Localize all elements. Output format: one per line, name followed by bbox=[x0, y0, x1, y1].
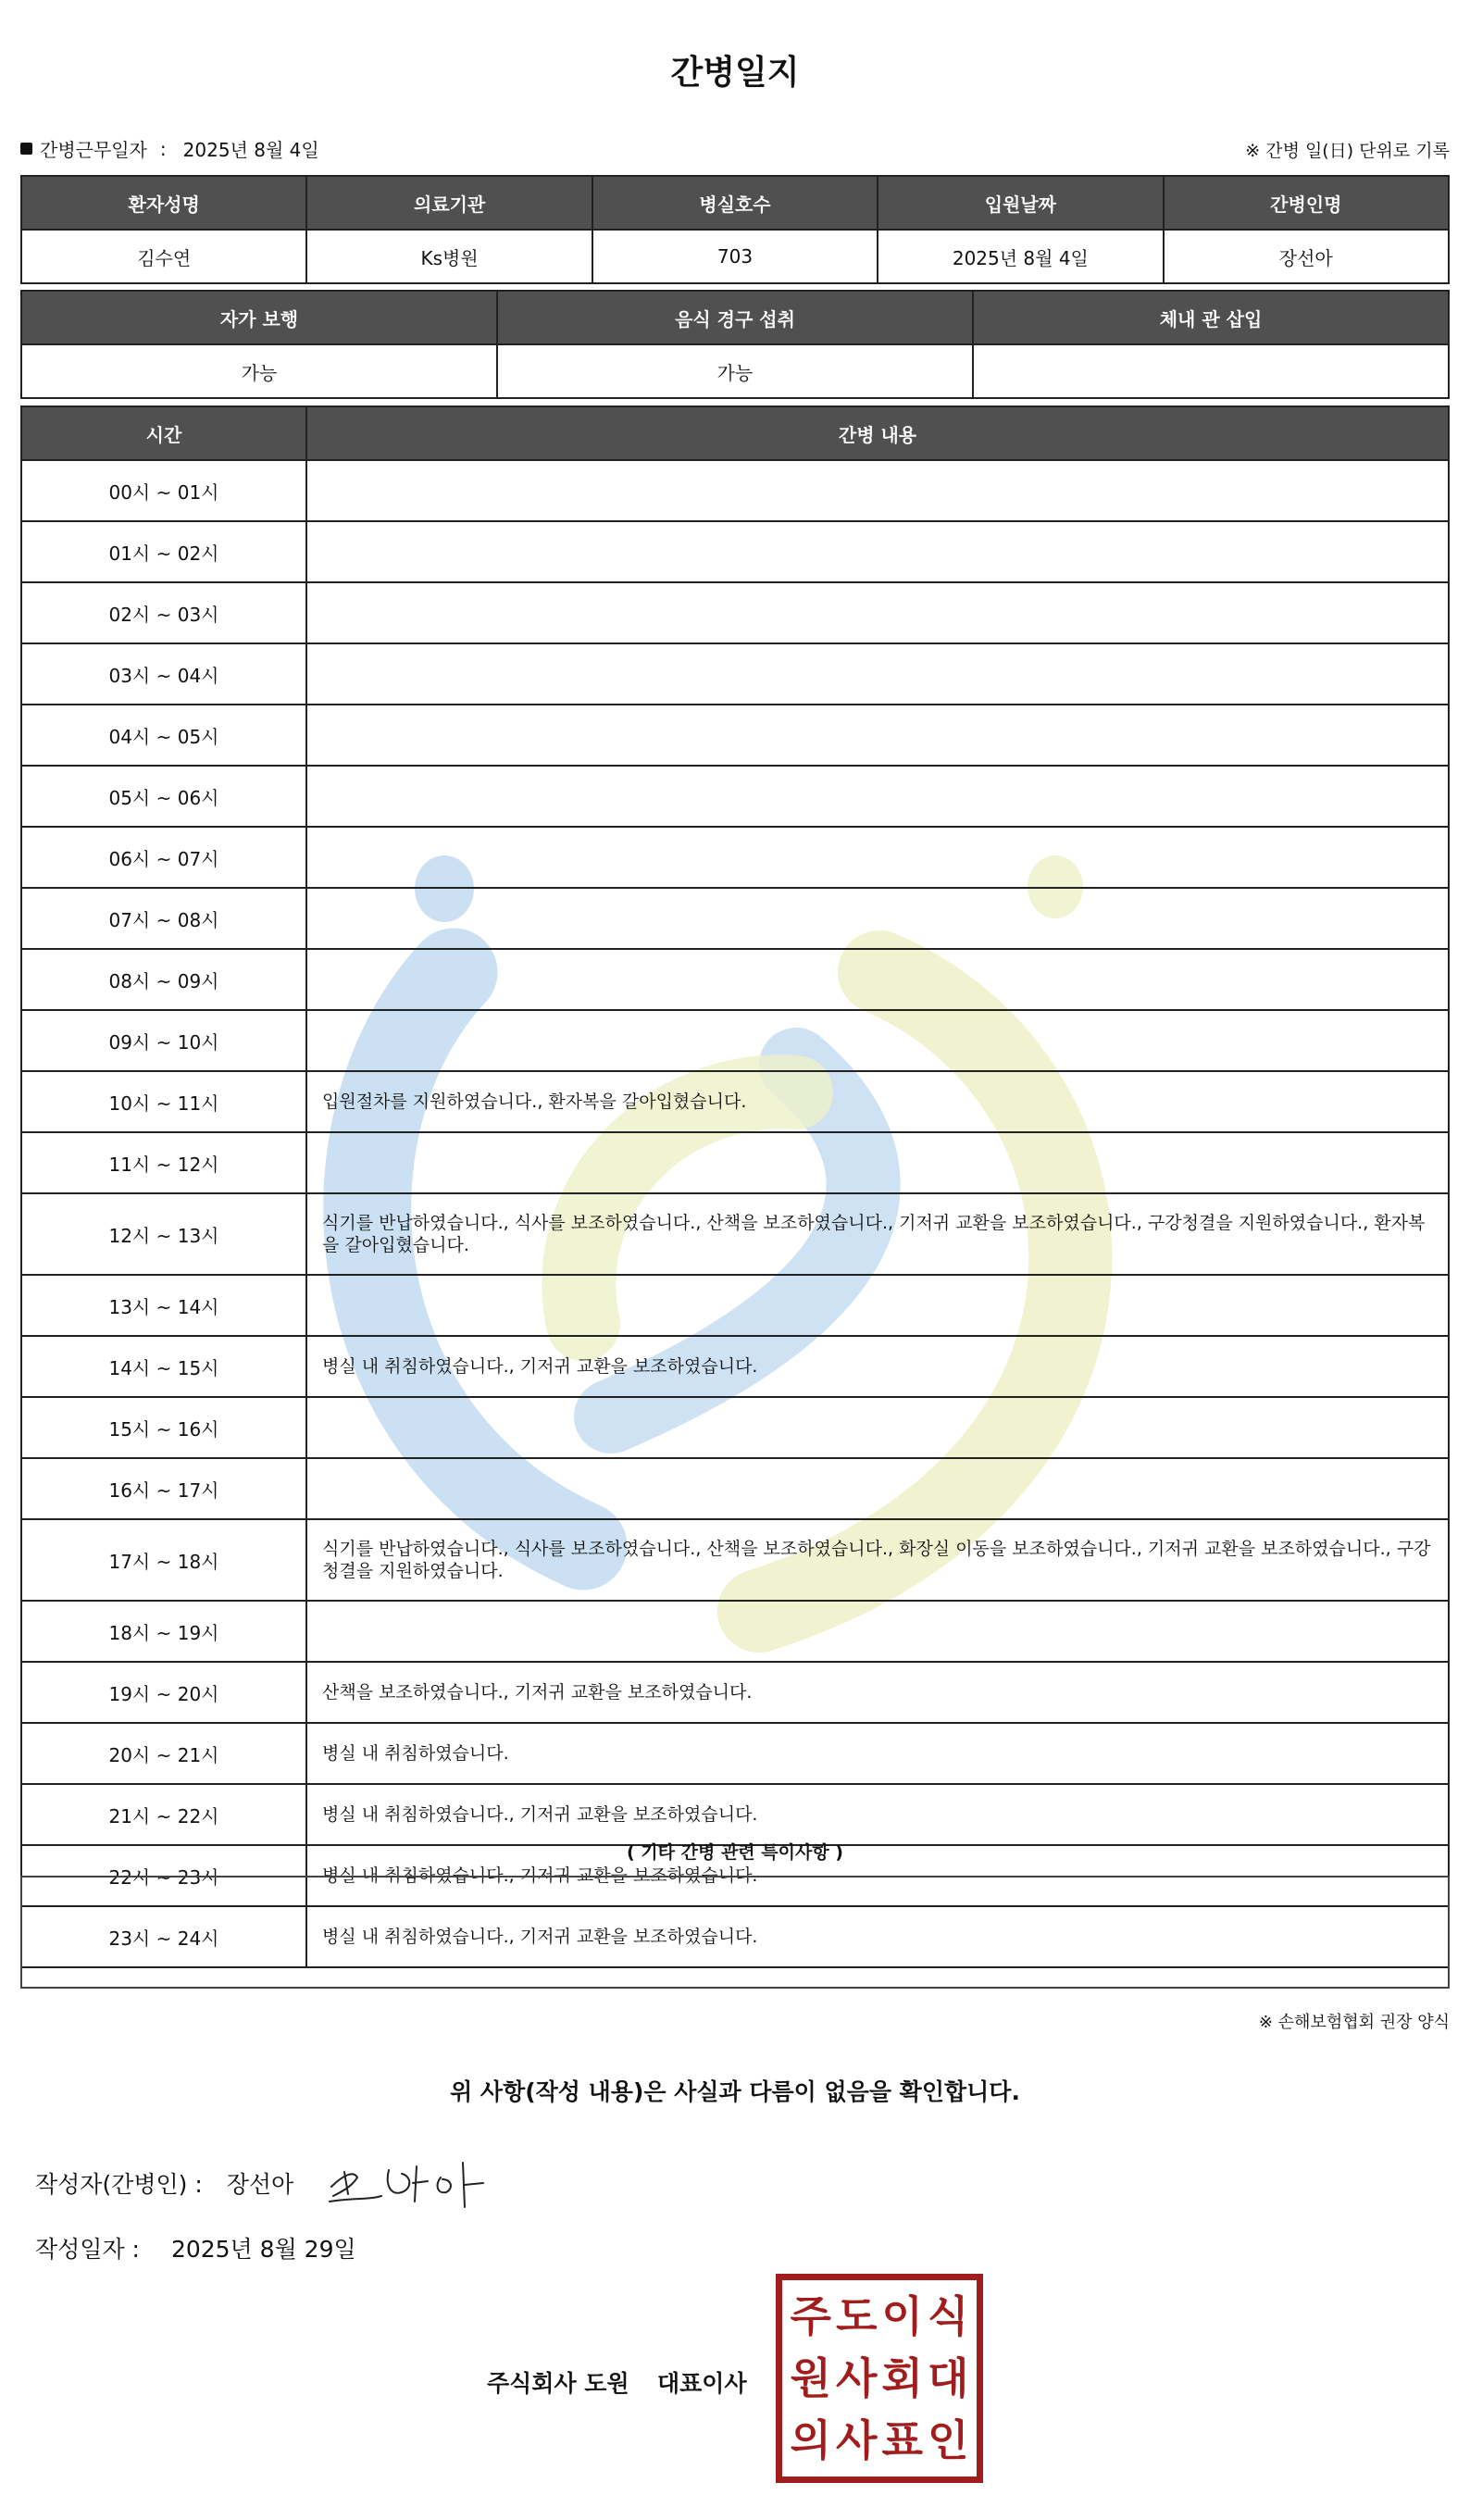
care-log-row bbox=[21, 1723, 1449, 1784]
header-patient-name: 환자성명 bbox=[21, 176, 306, 230]
care-log-time: 10시 ~ 11시 bbox=[21, 1071, 306, 1132]
header-self-walking: 자가 보행 bbox=[21, 291, 497, 344]
header-room-number: 병실호수 bbox=[592, 176, 878, 230]
care-log-time: 18시 ~ 19시 bbox=[21, 1601, 306, 1662]
care-log-time: 14시 ~ 15시 bbox=[21, 1336, 306, 1397]
care-log-time: 12시 ~ 13시 bbox=[21, 1193, 306, 1275]
seal-char: 의 bbox=[790, 2414, 831, 2465]
confirmation-statement: 위 사항(작성 내용)은 사실과 다름이 없음을 확인합니다. bbox=[450, 2078, 1020, 2105]
care-log-time: 20시 ~ 21시 bbox=[21, 1723, 306, 1784]
care-log-row bbox=[21, 1275, 1449, 1336]
header-caregiver-name: 간병인명 bbox=[1164, 176, 1449, 230]
seal-char: 대 bbox=[928, 2352, 969, 2403]
care-log-time: 08시 ~ 09시 bbox=[21, 949, 306, 1010]
header-care-content: 간병 내용 bbox=[306, 406, 1449, 460]
care-log-row bbox=[21, 460, 1449, 521]
care-log-row bbox=[21, 1601, 1449, 1662]
care-log-row bbox=[21, 1458, 1449, 1519]
company-seal bbox=[776, 2274, 983, 2483]
care-log-row bbox=[21, 1010, 1449, 1071]
care-log-content: 병실 내 취침하였습니다. bbox=[306, 1723, 1449, 1784]
writer-label: 작성자(간병인) : bbox=[35, 2171, 203, 2198]
care-log-row bbox=[21, 766, 1449, 827]
patient-info-header-row bbox=[21, 176, 1449, 230]
care-log-row bbox=[21, 1784, 1449, 1845]
self-walking-value: 가능 bbox=[21, 344, 497, 398]
care-log-time: 07시 ~ 08시 bbox=[21, 888, 306, 949]
care-log-content bbox=[306, 1010, 1449, 1071]
writer-row bbox=[35, 2166, 293, 2200]
care-log-content bbox=[306, 521, 1449, 582]
oral-intake-value: 가능 bbox=[497, 344, 973, 398]
care-log-row bbox=[21, 949, 1449, 1010]
care-log-time: 17시 ~ 18시 bbox=[21, 1519, 306, 1601]
seal-char: 표 bbox=[881, 2414, 923, 2465]
care-log-content bbox=[306, 949, 1449, 1010]
care-log-content: 입원절차를 지원하였습니다., 환자복을 갈아입혔습니다. bbox=[306, 1071, 1449, 1132]
seal-char: 원 bbox=[790, 2352, 831, 2403]
care-log-time: 05시 ~ 06시 bbox=[21, 766, 306, 827]
remarks-box bbox=[20, 1876, 1450, 1989]
care-log-row bbox=[21, 705, 1449, 766]
written-date-label: 작성일자 : bbox=[35, 2236, 140, 2263]
seal-char: 주 bbox=[790, 2291, 831, 2342]
caregiver-name: 장선아 bbox=[1164, 230, 1449, 283]
care-log-time: 04시 ~ 05시 bbox=[21, 705, 306, 766]
care-log-content: 병실 내 취침하였습니다., 기저귀 교환을 보조하였습니다. bbox=[306, 1336, 1449, 1397]
seal-char: 사 bbox=[836, 2414, 878, 2465]
patient-info-table bbox=[20, 175, 1450, 284]
care-log-row bbox=[21, 1193, 1449, 1275]
care-log-content bbox=[306, 1458, 1449, 1519]
work-date-label: 간병근무일자 bbox=[40, 139, 147, 161]
care-log-time: 00시 ~ 01시 bbox=[21, 460, 306, 521]
care-log-time: 06시 ~ 07시 bbox=[21, 827, 306, 888]
black-square-icon bbox=[20, 143, 32, 155]
care-log-time: 02시 ~ 03시 bbox=[21, 582, 306, 643]
care-log-row bbox=[21, 521, 1449, 582]
care-log-time: 19시 ~ 20시 bbox=[21, 1662, 306, 1723]
care-log-content bbox=[306, 1132, 1449, 1193]
header-medical-institution: 의료기관 bbox=[306, 176, 592, 230]
patient-name: 김수연 bbox=[21, 230, 306, 283]
care-log-content bbox=[306, 1397, 1449, 1458]
care-log-time: 16시 ~ 17시 bbox=[21, 1458, 306, 1519]
care-log-row bbox=[21, 888, 1449, 949]
care-log-content bbox=[306, 460, 1449, 521]
care-log-time: 15시 ~ 16시 bbox=[21, 1397, 306, 1458]
patient-info-value-row bbox=[21, 230, 1449, 283]
care-log-row bbox=[21, 1662, 1449, 1723]
care-log-row bbox=[21, 1397, 1449, 1458]
care-log-time: 21시 ~ 22시 bbox=[21, 1784, 306, 1845]
care-log-content bbox=[306, 643, 1449, 705]
care-log-time: 01시 ~ 02시 bbox=[21, 521, 306, 582]
care-log-content bbox=[306, 705, 1449, 766]
care-log-row bbox=[21, 582, 1449, 643]
handwritten-signature bbox=[324, 2150, 491, 2214]
care-log-content: 산책을 보조하였습니다., 기저귀 교환을 보조하였습니다. bbox=[306, 1662, 1449, 1723]
header-tube-insertion: 체내 관 삽입 bbox=[973, 291, 1449, 344]
care-log-content bbox=[306, 766, 1449, 827]
care-log-content bbox=[306, 888, 1449, 949]
written-date-row bbox=[35, 2231, 356, 2264]
care-log-time: 23시 ~ 24시 bbox=[21, 1906, 306, 1967]
room-number: 703 bbox=[592, 230, 878, 283]
work-date-row bbox=[20, 135, 319, 162]
admission-date: 2025년 8월 4일 bbox=[878, 230, 1163, 283]
care-log-table bbox=[20, 405, 1450, 1968]
work-date-value: 2025년 8월 4일 bbox=[182, 139, 319, 161]
remarks-title: ( 기타 간병 관련 특이사항 ) bbox=[627, 1842, 843, 1863]
care-log-time: 13시 ~ 14시 bbox=[21, 1275, 306, 1336]
care-log-content: 병실 내 취침하였습니다., 기저귀 교환을 보조하였습니다. bbox=[306, 1845, 1449, 1906]
care-log-content: 병실 내 취침하였습니다., 기저귀 교환을 보조하였습니다. bbox=[306, 1906, 1449, 1967]
care-log-content bbox=[306, 1601, 1449, 1662]
company-name: 주식회사 도원 bbox=[487, 2370, 629, 2397]
seal-char: 회 bbox=[881, 2352, 923, 2403]
seal-char: 식 bbox=[928, 2291, 969, 2342]
daily-record-note: ※ 간병 일(日) 단위로 기록 bbox=[1245, 141, 1450, 161]
seal-char: 인 bbox=[928, 2414, 969, 2465]
care-log-content bbox=[306, 582, 1449, 643]
header-oral-intake: 음식 경구 섭취 bbox=[497, 291, 973, 344]
care-log-time: 09시 ~ 10시 bbox=[21, 1010, 306, 1071]
patient-status-table bbox=[20, 290, 1450, 399]
care-log-row bbox=[21, 1336, 1449, 1397]
tube-insertion-value bbox=[973, 344, 1449, 398]
patient-status-value-row bbox=[21, 344, 1449, 398]
care-log-time: 22시 ~ 23시 bbox=[21, 1845, 306, 1906]
care-log-content: 식기를 반납하였습니다., 식사를 보조하였습니다., 산책을 보조하였습니다., 화장실 이동을 보조하였습니다., 기저귀 교환을 보조하였습니다., 구강청결을 지원하였습니다. bbox=[306, 1519, 1449, 1601]
seal-char: 도 bbox=[836, 2291, 878, 2342]
work-date-separator: : bbox=[159, 137, 167, 160]
care-log-content: 병실 내 취침하였습니다., 기저귀 교환을 보조하였습니다. bbox=[306, 1784, 1449, 1845]
page-title: 간병일지 bbox=[670, 54, 800, 92]
care-log-content bbox=[306, 827, 1449, 888]
seal-char: 사 bbox=[836, 2352, 878, 2403]
header-admission-date: 입원날짜 bbox=[878, 176, 1163, 230]
writer-name: 장선아 bbox=[226, 2171, 294, 2198]
care-log-row bbox=[21, 827, 1449, 888]
seal-char: 이 bbox=[881, 2291, 923, 2342]
care-log-row bbox=[21, 1071, 1449, 1132]
care-log-header-row bbox=[21, 406, 1449, 460]
care-log-row bbox=[21, 1519, 1449, 1601]
care-log-time: 03시 ~ 04시 bbox=[21, 643, 306, 705]
written-date-value: 2025년 8월 29일 bbox=[170, 2236, 356, 2263]
patient-status-header-row bbox=[21, 291, 1449, 344]
ceo-label: 대표이사 bbox=[657, 2370, 747, 2397]
care-log-row bbox=[21, 1132, 1449, 1193]
header-time: 시간 bbox=[21, 406, 306, 460]
care-log-row bbox=[21, 643, 1449, 705]
care-log-content: 식기를 반납하였습니다., 식사를 보조하였습니다., 산책을 보조하였습니다., 기저귀 교환을 보조하였습니다., 구강청결을 지원하였습니다., 환자복을 갈아입혔습니다. bbox=[306, 1193, 1449, 1275]
care-log-content bbox=[306, 1275, 1449, 1336]
care-log-body bbox=[21, 460, 1449, 1967]
medical-institution: Ks병원 bbox=[306, 230, 592, 283]
care-log-time: 11시 ~ 12시 bbox=[21, 1132, 306, 1193]
association-note: ※ 손해보험협회 권장 양식 bbox=[1258, 2013, 1450, 2032]
